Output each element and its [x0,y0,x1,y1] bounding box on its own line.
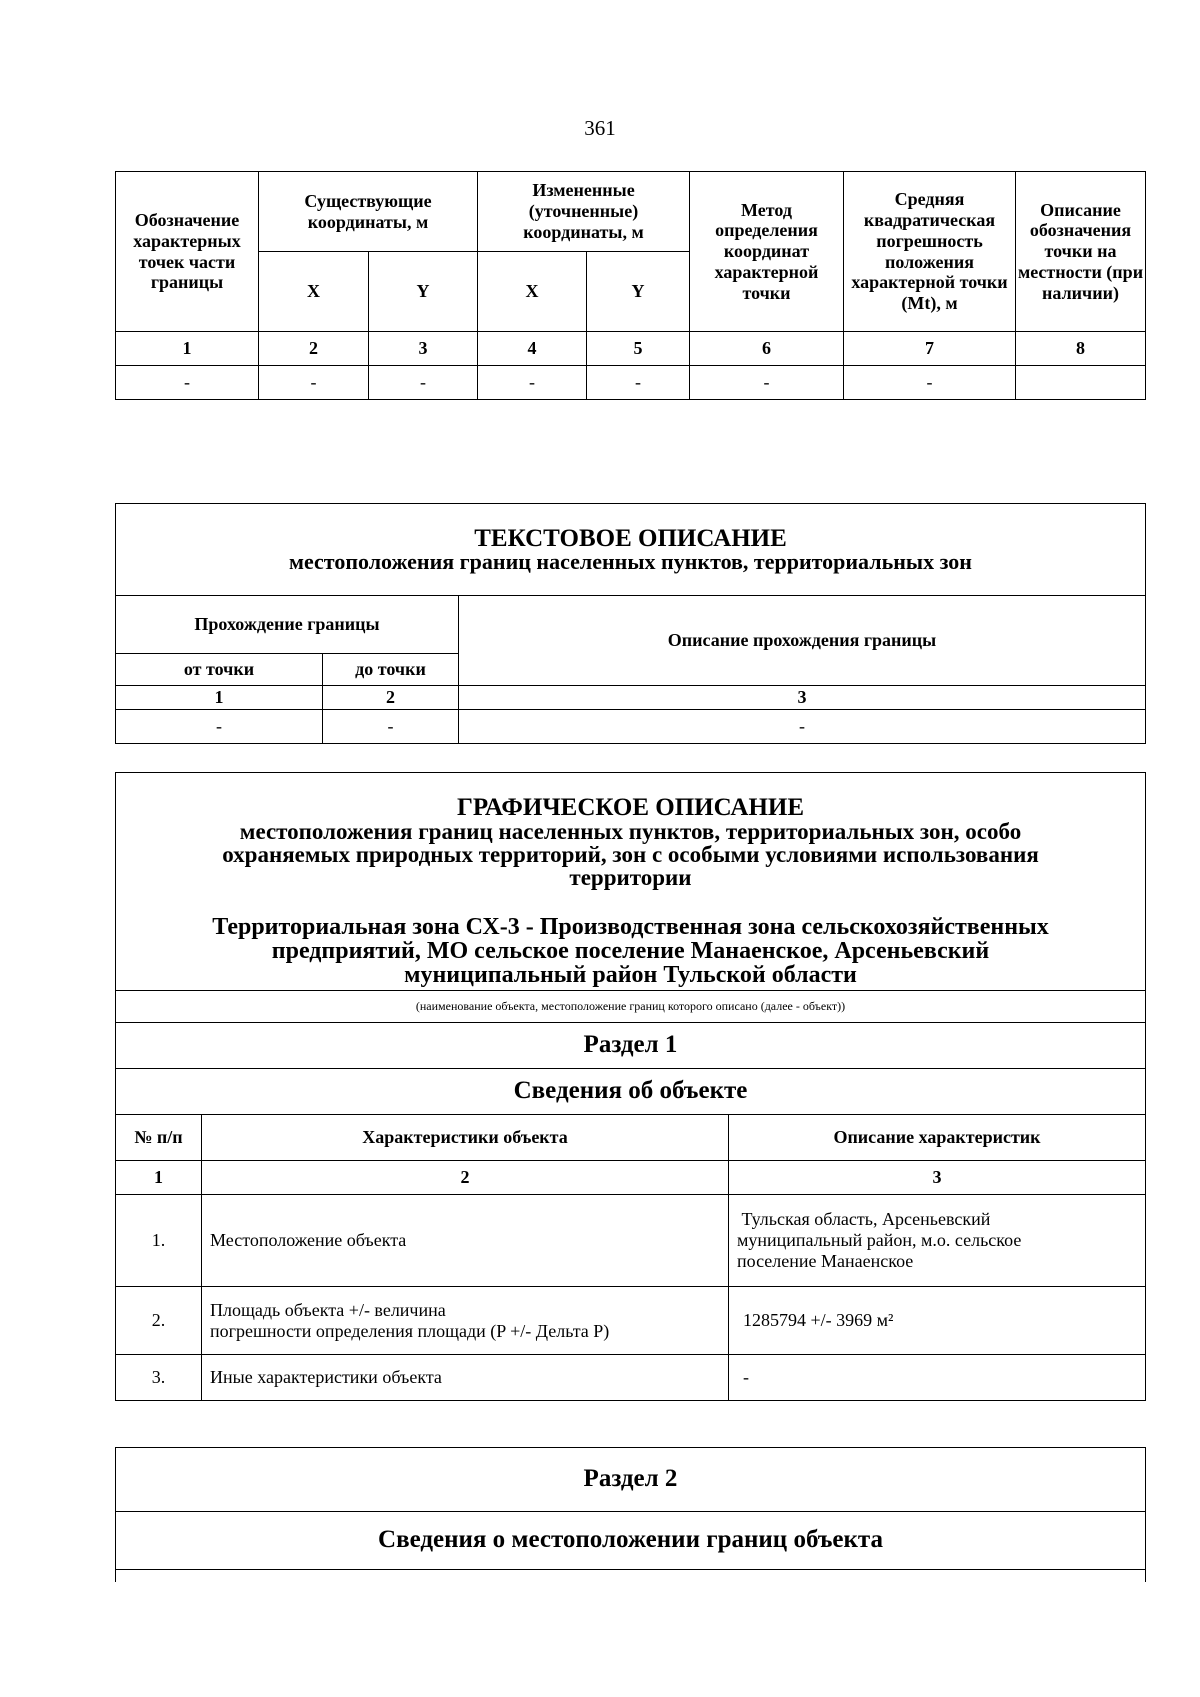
zone-name-line: Территориальная зона СХ-3 - Производственная зона сельскохозяйственных [212,914,1049,940]
table-cell: - [844,366,1016,400]
text-description-title: ТЕКСТОВОЕ ОПИСАНИЕ [474,525,787,552]
table-cell: - [478,366,587,400]
column-number: 7 [844,332,1016,366]
object-note: (наименование объекта, местоположение границ которого описано (далее - объект)) [116,991,1146,1023]
header-error: Средняя квадратическая погрешность положения характерной точки (Mt), м [844,172,1016,332]
header-designation: Обозначение характерных точек части границы [116,172,259,332]
table-cell: - [116,366,259,400]
graphic-description-table [115,772,1146,1401]
column-number: 2 [202,1161,729,1195]
row-description [729,1195,1146,1287]
header-passage-description: Описание прохождения границы [459,596,1146,686]
header-point-description: Описание обозначения точки на местности (при наличии) [1016,172,1146,332]
row-characteristic: Иные характеристики объекта [202,1355,729,1401]
section2-table [115,1447,1146,1582]
zone-name-line: предприятий, МО сельское поселение Манаенское, Арсеньевский [271,938,990,964]
column-number: 4 [478,332,587,366]
graphic-description-title: ГРАФИЧЕСКОЕ ОПИСАНИЕ [456,794,805,821]
table-row [116,1195,1146,1287]
column-number: 3 [729,1161,1146,1195]
section1-subtitle: Сведения об объекте [116,1069,1146,1115]
section2-subtitle: Сведения о местоположении границ объекта [116,1512,1146,1570]
column-numbers-row [116,332,1146,366]
table-cell: - [587,366,690,400]
table-cell: - [323,710,459,744]
graphic-subtitle-line: территории [569,865,692,890]
page-number: 361 [584,116,616,140]
header-number: № п/п [116,1115,202,1161]
column-number: 5 [587,332,690,366]
header-method: Метод определения координат характерной точки [690,172,844,332]
column-number: 1 [116,332,259,366]
table-row [116,710,1146,744]
table-cell: - [116,710,323,744]
section2-title: Раздел 2 [116,1448,1146,1512]
column-number: 3 [369,332,478,366]
row-characteristic [202,1287,729,1355]
header-x-changed: X [478,252,587,332]
header-existing-coordinates: Существующие координаты, м [259,172,478,252]
header-to-point: до точки [323,654,459,686]
column-number: 1 [116,1161,202,1195]
column-number: 2 [323,686,459,710]
graphic-subtitle-line: местоположения границ населенных пунктов, территориальных зон, особо [239,819,1022,844]
table-cell: - [259,366,369,400]
header-x-existing: X [259,252,369,332]
table-row [116,1355,1146,1401]
table-cell: - [369,366,478,400]
characteristic-line: Площадь объекта +/- величина [210,1299,446,1320]
column-number: 8 [1016,332,1146,366]
row-description: - [729,1355,1146,1401]
table-row [116,1287,1146,1355]
header-boundary-passage: Прохождение границы [116,596,459,654]
section1-title: Раздел 1 [116,1023,1146,1069]
column-numbers-row [116,1161,1146,1195]
table-cell: - [690,366,844,400]
column-numbers-row [116,686,1146,710]
coordinates-table [115,171,1146,400]
graphic-title-cell [116,773,1146,991]
header-from-point: от точки [116,654,323,686]
description-line: муниципальный район, м.о. сельское [737,1230,1022,1251]
column-number: 3 [459,686,1146,710]
description-line: Тульская область, Арсеньевский [737,1209,991,1230]
text-description-table [115,503,1146,744]
table-cell: - [459,710,1146,744]
header-y-existing: Y [369,252,478,332]
header-characteristics-description: Описание характеристик [729,1115,1146,1161]
description-line: поселение Манаенское [737,1250,914,1271]
row-characteristic: Местоположение объекта [202,1195,729,1287]
header-characteristics: Характеристики объекта [202,1115,729,1161]
header-y-changed: Y [587,252,690,332]
row-number: 1. [116,1195,202,1287]
text-description-subtitle: местоположения границ населенных пунктов, территориальных зон [289,549,972,574]
table-cell [1016,366,1146,400]
zone-name-line: муниципальный район Тульской области [404,962,857,988]
row-number: 3. [116,1355,202,1401]
graphic-subtitle-line: охраняемых природных территорий, зон с особыми условиями использования [222,842,1039,867]
column-number: 6 [690,332,844,366]
column-number: 2 [259,332,369,366]
column-number: 1 [116,686,323,710]
header-changed-coordinates: Измененные (уточненные) координаты, м [478,172,690,252]
characteristic-line: погрешности определения площади (P +/- Дельта P) [210,1320,610,1341]
row-number: 2. [116,1287,202,1355]
text-description-title-cell [116,504,1146,596]
table-row [116,366,1146,400]
row-description: 1285794 +/- 3969 м² [729,1287,1146,1355]
continuation-cell [116,1570,1146,1582]
